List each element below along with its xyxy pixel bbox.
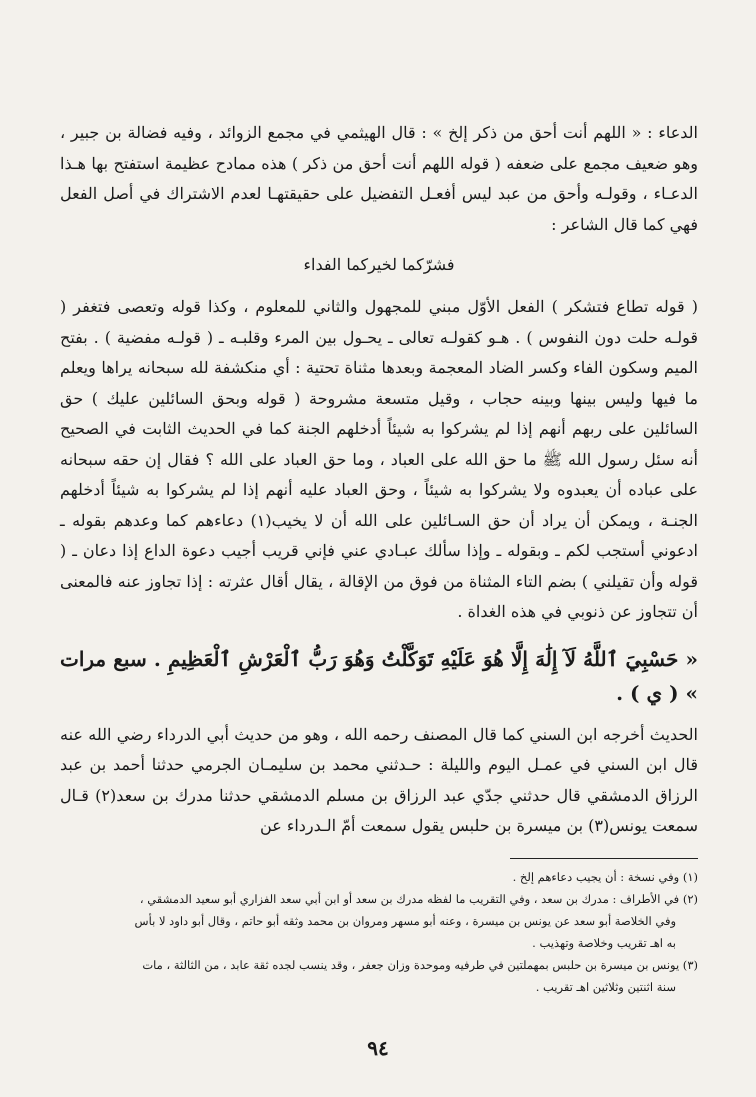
page-number: ٩٤ xyxy=(367,1036,389,1060)
main-text xyxy=(60,118,698,842)
footnote-3-line-2: سنة اثنتين وثلاثين اهـ تقريب . xyxy=(535,980,676,994)
paragraph-explanations: ( قوله تطاع فتشكر ) الفعل الأوّل مبني للمجهول والثاني للمعلوم ، وكذا قوله وتعصى فتغفر ( قولـه حلت دون النفوس ) . هـو كقولـه تعالى ـ يحـول بين المرء وقلبـه ـ ( قولـه مفضية ) . بفتح الميم وسكون الفاء وكسر الضاد المعجمة وبعدها مثناة تحتية : أي منكشفة لله سبحانه يراها ويعلم ما فيها وليس بينها وبينه حجاب ، وقيل متسعة مشروحة ( قوله وبحق السائلين عليك ) حق السائلين على ربهم أنهم إذا لم يشركوا به شيئاً أدخلهم الجنة كما في الحديث الثابت في الصحيح أنه سئل رسول الله ﷺ ما حق الله على العباد ، وما حق العباد على الله ؟ فقال إن حقه سبحانه على عباده أن يعبدوه ولا يشركوا به شيئاً ، وحق العباد عليه أنهم إذا لم يشركوا به شيئاً أدخلهم الجنـة ، ويمكن أن يراد أن حق السـائلين على الله أن لا يخيب(١) دعاءهم كما وعدهم بقوله ـ ادعوني أستجب لكم ـ وبقوله ـ وإذا سألك عبـادي عني فإني قريب أجيب دعوة الداع إذا دعان ـ ( قوله وأن تقيلني ) بضم التاء المثناة من فوق من الإقالة ، يقال أقال عثرته : إذا تجاوز عنه فالمعنى أن تتجاوز عن ذنوبي في هذه الغداة . xyxy=(60,297,699,621)
footnotes xyxy=(60,866,698,998)
paragraph-dua-commentary: الدعاء : « اللهم أنت أحق من ذكر إلخ » : قال الهيثمي في مجمع الزوائد ، وفيه فضالة بن جبير ، وهو ضعيف مجمع على ضعفه ( قوله اللهم أنت أحق من ذكر ) هذه ممادح عظيمة استفتح بها هـذا الدعـاء ، وقولـه وأحق من عبد ليس أفعـل التفضيل على حقيقتهـا لعدم الاشتراك في أصل الفعل فهي كما قال الشاعر : xyxy=(60,123,699,234)
paragraph-hadith-chain: الحديث أخرجه ابن السني كما قال المصنف رحمه الله ، وهو من حديث أبي الدرداء رضي الله عنه قال ابن السني في عمـل اليوم والليلة : حـدثني محمد بن سليمـان الجرمي حدثنا أحمد بن عبد الرزاق الدمشقي قال حدثني جدّي عبد الرزاق بن مسلم الدمشقي حدثنا مدرك بن سعد(٢) قـال سمعت يونس(٣) بن ميسرة بن حلبس يقول سمعت أمّ الـدرداء عن xyxy=(60,724,698,835)
footnote-1: (١) وفي نسخة : أن يجيب دعاءهم إلخ . xyxy=(512,870,698,884)
footnote-separator xyxy=(510,858,698,859)
footnote-2-line-2: وفي الخلاصة أبو سعد عن يونس بن ميسرة ، وعنه أبو مسهر ومروان بن محمد وثقه أبو حاتم ، وقال أبو داود لا بأس xyxy=(134,914,676,928)
footnote-2-line-1: (٢) في الأطراف : مدرك بن سعد ، وفي التقريب ما لفظه مدرك بن سعد أو ابن أبي سعد الفزاري أبو سعيد الدمشقي ، xyxy=(139,892,698,906)
poetry-verse: فشرّكما لخيركما الفداء xyxy=(303,255,455,274)
footnote-3-line-1: (٣) يونس بن ميسرة بن حلبس بمهملتين في طرفيه وموحدة وزان جعفر ، وقد ينسب لجده ثقة عابد ، من الثالثة ، مات xyxy=(142,958,698,972)
footnote-2-line-3: به اهـ تقريب وخلاصة وتهذيب . xyxy=(532,936,676,950)
quranic-dua: « حَسْبِيَ ٱللَّهُ لَآ إِلَٰهَ إِلَّا هُوَ عَلَيْهِ تَوَكَّلْتُ وَهُوَ رَبُّ ٱلْعَرْشِ ٱلْعَظِيمِ . سبع مرات » ( ي ) . xyxy=(60,646,698,705)
spacer xyxy=(60,628,698,634)
